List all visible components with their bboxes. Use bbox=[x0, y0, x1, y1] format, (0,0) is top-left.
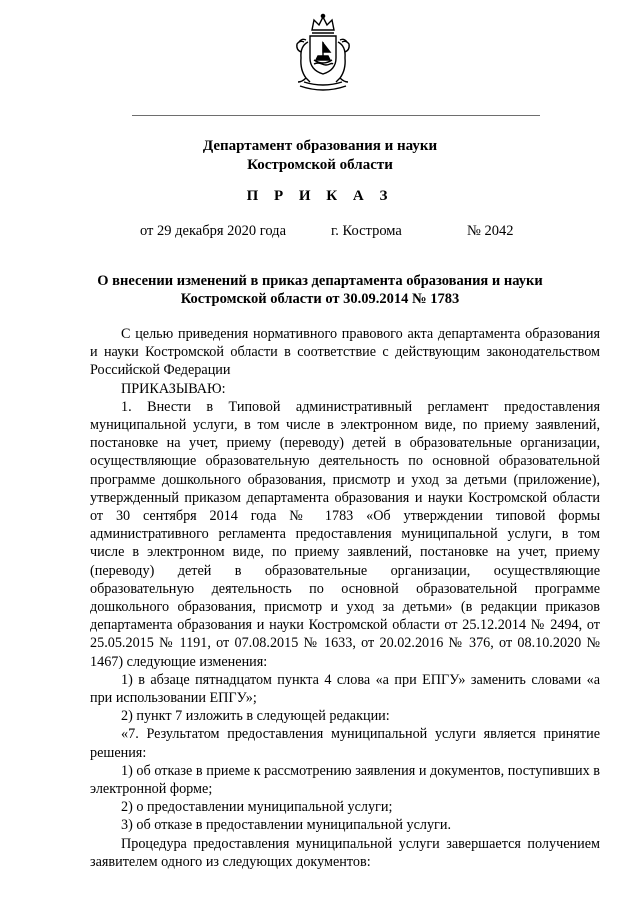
item-1-paragraph: 1. Внести в Типовой административный регламент предоставления муниципальной услуги, в том числе в электронном виде, по приему заявлений, постановке на учет, приему (переводу) детей в образовательные организации, осуществляющие образовательную деятельность по основной образовательной программе дошкольного образования, присмотр и уход за детьми (приложение), утвержденный приказом департамента образования и науки Костромской области от 30 сентября 2014 года № 1783 «Об утверждении типовой формы административного регламента предоставления муниципальной услуги, в том числе в электронном виде, по приему заявлений, постановке на учет, приему (переводу) детей в образовательные организации, осуществляющие образовательную деятельность по основной образовательной программе дошкольного образования, присмотр и уход за детьми» (в редакции приказов департамента образования и науки Костромской области от 25.12.2014 № 2494, от 25.05.2015 № 1191, от 07.08.2015 № 1633, от 20.02.2016 № 376, от 08.10.2020 № 1467) следующие изменения: bbox=[90, 398, 600, 670]
header-divider bbox=[132, 115, 540, 116]
decision-1-paragraph: 1) об отказе в приеме к рассмотрению заявления и документов, поступивших в электронной форме; bbox=[90, 762, 600, 798]
decision-2-paragraph: 2) о предоставлении муниципальной услуги; bbox=[121, 799, 393, 816]
order-directive: ПРИКАЗЫВАЮ: bbox=[121, 380, 226, 397]
department-name-line2: Костромской области bbox=[247, 157, 393, 173]
preamble-paragraph: С целью приведения нормативного правового акта департамента образования и науки Костромской области в соответствие с действующим законодательством Российской Федерации bbox=[90, 326, 600, 379]
decision-3-paragraph: 3) об отказе в предоставлении муниципальной услуги. bbox=[121, 817, 451, 834]
subitem-1-paragraph: 1) в абзаце пятнадцатом пункта 4 слова «а при ЕПГУ» заменить словами «а при использовании ЕПГУ»; bbox=[90, 671, 600, 707]
clause-7-paragraph: «7. Результатом предоставления муниципальной услуги является принятие решения: bbox=[90, 726, 600, 761]
order-heading-line2: Костромской области от 30.09.2014 № 1783 bbox=[180, 291, 460, 307]
order-number: № 2042 bbox=[467, 223, 514, 239]
order-date: от 29 декабря 2020 года bbox=[140, 223, 286, 239]
order-city: г. Кострома bbox=[331, 223, 402, 239]
coat-of-arms-icon bbox=[292, 12, 354, 96]
procedure-paragraph: Процедура предоставления муниципальной услуги завершается получением заявителем одного из следующих документов: bbox=[90, 835, 600, 870]
order-heading-line1: О внесении изменений в приказ департамента образования и науки bbox=[97, 273, 543, 289]
department-name-line1: Департамент образования и науки bbox=[202, 138, 438, 154]
document-body bbox=[90, 325, 600, 871]
subitem-2-paragraph: 2) пункт 7 изложить в следующей редакции: bbox=[121, 708, 390, 725]
order-title: П Р И К А З bbox=[246, 188, 394, 204]
